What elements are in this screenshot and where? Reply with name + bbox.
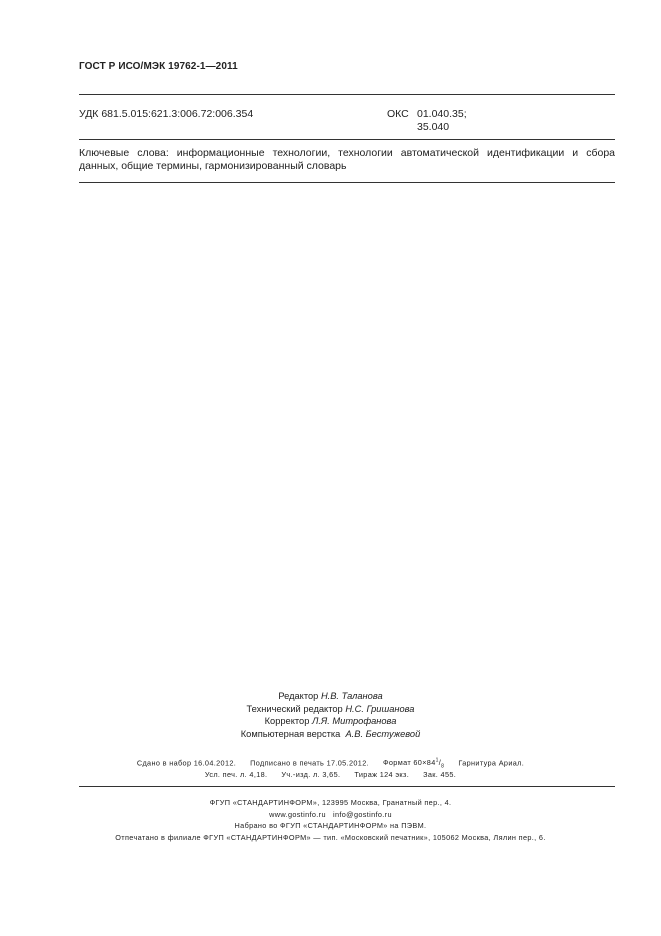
publication-line-2 xyxy=(0,770,661,779)
oks-codes xyxy=(417,108,467,134)
classification-divider xyxy=(79,139,615,140)
submitted-date: Сдано в набор 16.04.2012. xyxy=(136,758,237,768)
org-typesetting: Набрано во ФГУП «СТАНДАРТИНФОРМ» на ПЭВМ. xyxy=(234,821,427,830)
org-website: www.gostinfo.ru xyxy=(269,809,326,819)
udk-code: УДК 681.5.015:621.3:006.72:006.354 xyxy=(79,108,254,120)
oks-code-2: 35.040 xyxy=(417,121,450,133)
print-sheets: Усл. печ. л. 4,18. xyxy=(204,770,268,779)
org-printer: Отпечатано в филиале ФГУП «СТАНДАРТИНФОРМ» — тип. «Московский печатник», 105062 Москва, Лялин пер., 6. xyxy=(115,832,546,842)
oks-code-1: 01.040.35; xyxy=(417,108,467,120)
staff-line-proofreader xyxy=(0,715,661,728)
footer-divider xyxy=(79,786,615,787)
standard-number: ГОСТ Р ИСО/МЭК 19762-1—2011 xyxy=(79,61,238,72)
print-run: Тираж 124 экз. xyxy=(354,770,410,779)
keywords: Ключевые слова: информационные технологии, технологии автоматической идентификации и сбора данных, общие термины, гармонизированный словарь xyxy=(79,147,615,172)
pub-sheets: Уч.-изд. л. 3,65. xyxy=(281,770,341,779)
staff-role: Редактор xyxy=(278,691,319,701)
staff-role: Корректор xyxy=(264,716,310,726)
org-contacts xyxy=(0,809,661,821)
header-divider xyxy=(79,94,615,95)
typeface: Гарнитура Ариал. xyxy=(458,758,525,768)
staff-name: Л.Я. Митрофанова xyxy=(311,716,397,726)
organization-info xyxy=(0,797,661,843)
staff-credits xyxy=(0,690,661,740)
org-email: info@gostinfo.ru xyxy=(333,809,392,819)
staff-name: А.В. Бестужевой xyxy=(345,728,421,739)
staff-line-editor xyxy=(0,690,661,703)
staff-role: Технический редактор xyxy=(246,703,343,714)
org-address: ФГУП «СТАНДАРТИНФОРМ», 123995 Москва, Гранатный пер., 4. xyxy=(209,798,452,807)
keywords-divider xyxy=(79,182,615,183)
staff-line-tech-editor xyxy=(0,703,661,716)
staff-name: Н.С. Гришанова xyxy=(345,703,415,714)
oks-label: ОКС xyxy=(387,108,409,120)
print-format: Формат $60\times 84^1/_8$ xyxy=(382,758,445,770)
staff-line-layout xyxy=(0,728,661,741)
staff-name: Н.В. Таланова xyxy=(320,691,383,701)
staff-role: Компьютерная верстка xyxy=(240,728,341,739)
signed-date: Подписано в печать 17.05.2012. xyxy=(250,758,369,768)
order-number: Зак. 455. xyxy=(423,770,457,779)
publication-line-1 xyxy=(0,758,661,770)
